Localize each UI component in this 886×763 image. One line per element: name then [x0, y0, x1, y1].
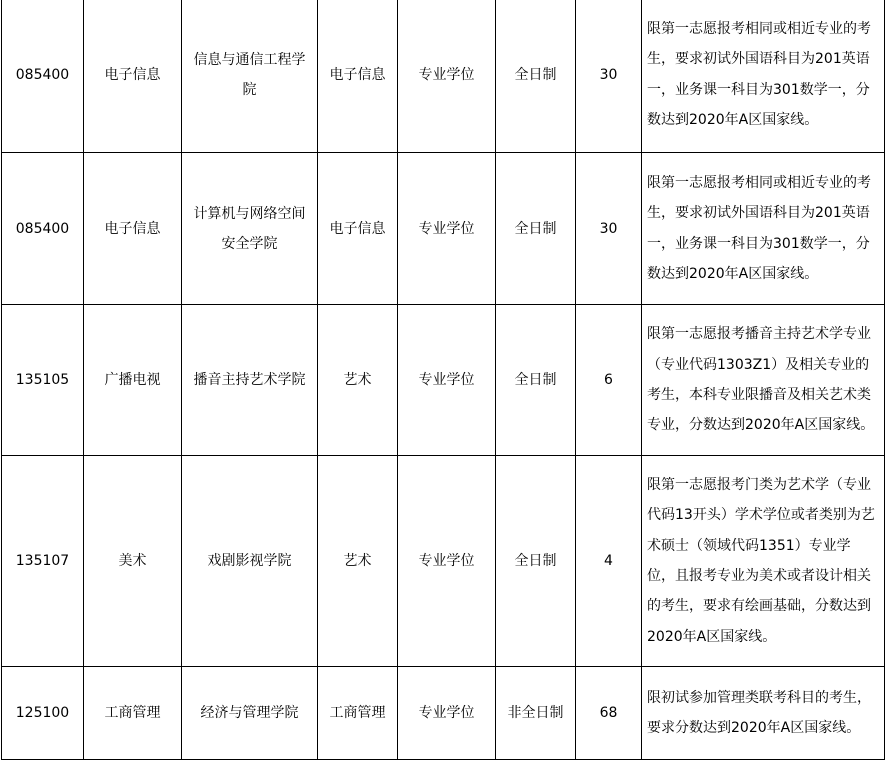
requirement-cell: 限第一志愿报考相同或相近专业的考生，要求初试外国语科目为201英语一，业务课一科目为301数学一，分数达到2020年A区国家线。	[642, 153, 885, 305]
quota-cell: 68	[576, 667, 642, 760]
quota-cell: 4	[576, 456, 642, 667]
quota-cell: 6	[576, 305, 642, 456]
table-row	[2, 667, 885, 760]
category-cell: 艺术	[318, 456, 398, 667]
degree-type-cell: 专业学位	[398, 667, 496, 760]
study-mode-cell: 全日制	[496, 456, 576, 667]
study-mode-cell: 全日制	[496, 153, 576, 305]
major-cell: 电子信息	[84, 0, 182, 153]
degree-type-cell: 专业学位	[398, 0, 496, 153]
table-row	[2, 305, 885, 456]
college-cell: 戏剧影视学院	[182, 456, 318, 667]
code-cell: 085400	[2, 153, 84, 305]
college-cell: 计算机与网络空间安全学院	[182, 153, 318, 305]
study-mode-cell: 非全日制	[496, 667, 576, 760]
college-cell: 经济与管理学院	[182, 667, 318, 760]
table-row	[2, 153, 885, 305]
code-cell: 135105	[2, 305, 84, 456]
category-cell: 艺术	[318, 305, 398, 456]
table-row	[2, 456, 885, 667]
major-cell: 广播电视	[84, 305, 182, 456]
table-row	[2, 0, 885, 153]
degree-type-cell: 专业学位	[398, 305, 496, 456]
degree-type-cell: 专业学位	[398, 153, 496, 305]
degree-type-cell: 专业学位	[398, 456, 496, 667]
major-cell: 电子信息	[84, 153, 182, 305]
category-cell: 电子信息	[318, 0, 398, 153]
college-cell: 信息与通信工程学院	[182, 0, 318, 153]
major-cell: 美术	[84, 456, 182, 667]
study-mode-cell: 全日制	[496, 0, 576, 153]
quota-cell: 30	[576, 153, 642, 305]
quota-cell: 30	[576, 0, 642, 153]
requirement-cell: 限初试参加管理类联考科目的考生，要求分数达到2020年A区国家线。	[642, 667, 885, 760]
major-cell: 工商管理	[84, 667, 182, 760]
college-cell: 播音主持艺术学院	[182, 305, 318, 456]
code-cell: 135107	[2, 456, 84, 667]
study-mode-cell: 全日制	[496, 305, 576, 456]
requirement-cell: 限第一志愿报考门类为艺术学（专业代码13开头）学术学位或者类别为艺术硕士（领域代码1351）专业学位，且报考专业为美术或者设计相关的考生，要求有绘画基础，分数达到2020年A区国家线。	[642, 456, 885, 667]
admission-table	[1, 0, 885, 760]
code-cell: 085400	[2, 0, 84, 153]
code-cell: 125100	[2, 667, 84, 760]
requirement-cell: 限第一志愿报考播音主持艺术学专业（专业代码1303Z1）及相关专业的考生，本科专业限播音及相关艺术类专业，分数达到2020年A区国家线。	[642, 305, 885, 456]
requirement-cell: 限第一志愿报考相同或相近专业的考生，要求初试外国语科目为201英语一，业务课一科目为301数学一，分数达到2020年A区国家线。	[642, 0, 885, 153]
category-cell: 电子信息	[318, 153, 398, 305]
category-cell: 工商管理	[318, 667, 398, 760]
